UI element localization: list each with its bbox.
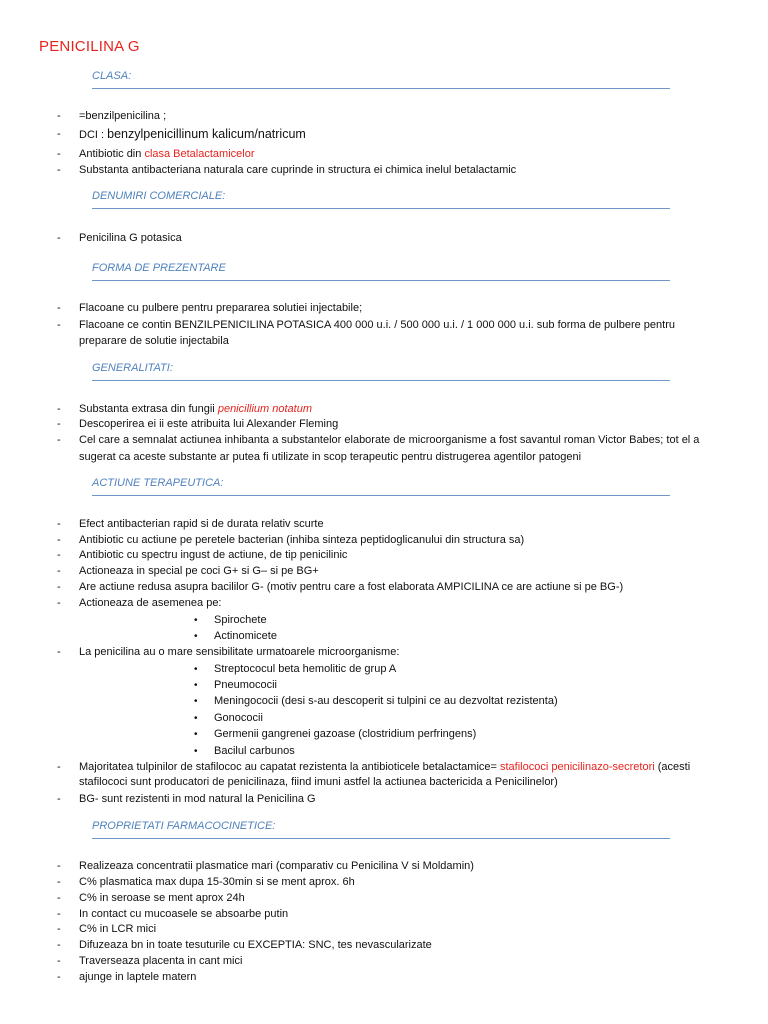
document-page: PENICILINA G CLASA: - =benzilpenicilina ; - DCI : benzylpenicillinum kalicum/natricum - Antibiotic din clasa Betalactamicelor - Substanta antibacteriana naturala care cuprinde in structura ei chimica inelul betalactamic DENUMIRI COMERCIALE: - Penicilina G potasica FORMA DE PREZENTARE - Flacoane cu pulbere pentru prepararea solutiei injectabile; - Flacoane ce contin BENZILPENICILINA POTASICA 400 000 u.i. / 500 000 u.i. / 1 000 000 u.i. sub forma de pulbere pentru preparare de solutie injectabila GENERALITATI: - Substanta extrasa din fungii penicillium notatum - Descoperirea ei ii este atribuita lui Alexander Fleming - Cel care a semnalat actiunea inhibanta a substantelor elaborate de microorganisme a fost savantul roman Victor Babes; tot el a sugerat ca aceste substante ar putea fi utilizate in scop terapeutic pentru distrugerea agentilor patogeni ACTIUNE TERAPEUTICA: - Efect antibacterian rapid si de durata relativ scurte - Antibiotic cu actiune pe peretele bacterian (inhiba sinteza peptidoglicanului din structura sa) - Antibiotic cu spectru ingust de actiune, de tip penicilinic - Actioneaza in special pe coci G+ si G– si pe BG+ - Are actiune redusa asupra bacililor G- (motiv pentru care a fost elaborata AMPICILINA ce are actiune si pe BG-) - Actioneaza de asemenea pe: • Spirochete • Actinomicete - La penicilina au o mare sensibilitate urmatoarele microorganisme: • Streptococul beta hemolitic de grup A • Pneumococii • Meningococii (desi s-au descoperit si tulpini ce au dezvoltat rezistenta) • Gonococii • Germenii gangrenei gazoase (clostridium perfringens) • Bacilul carbunos - Majoritatea tulpinilor de stafilococ au capatat rezistenta la antibioticele betalactamice= stafilococi penicilinazo-secretori (acesti stafilococi sunt producatori de penicilinaza, fiind imuni astfel la actiunea bactericida a Penicilinelor) - BG- sunt rezistenti in mod natural la Penicilina G PROPRIETATI FARMACOCINETICE: - Realizeaza concentratii plasmatice mari (comparativ cu Penicilina V si Moldamin) - C% plasmatica max dupa 15-30min si se ment aprox. 6h - C% in seroase se ment aprox 24h - In contact cu mucoasele se absoarbe putin - C% in LCR mici - Difuzeaza bn in toate tesuturile cu EXCEPTIA: SNC, tes nevascularizate - Traverseaza placenta in cant mici - ajunge in laptele matern (39, 38, 700, 983)
page-title: PENICILINA G (39, 38, 140, 55)
list-item-continuation: preparare de solutie injectabila (79, 335, 229, 347)
section-heading-generalitati: GENERALITATI: (92, 362, 670, 381)
list-item-continuation: stafilococi sunt producatori de penicilinaza, fiind imuni astfel la actiunea bactericida a Penicilinelor) (79, 776, 558, 788)
list-item-continuation: sugerat ca aceste substante ar putea fi utilizate in scop terapeutic pentru distrugerea agentilor patogeni (79, 451, 582, 463)
section-heading-actiune: ACTIUNE TERAPEUTICA: (92, 477, 670, 496)
section-heading-clasa: CLASA: (92, 70, 670, 89)
section-heading-forma: FORMA DE PREZENTARE (92, 262, 670, 281)
section-heading-denumiri: DENUMIRI COMERCIALE: (92, 190, 670, 209)
section-heading-proprietati: PROPRIETATI FARMACOCINETICE: (92, 820, 670, 839)
